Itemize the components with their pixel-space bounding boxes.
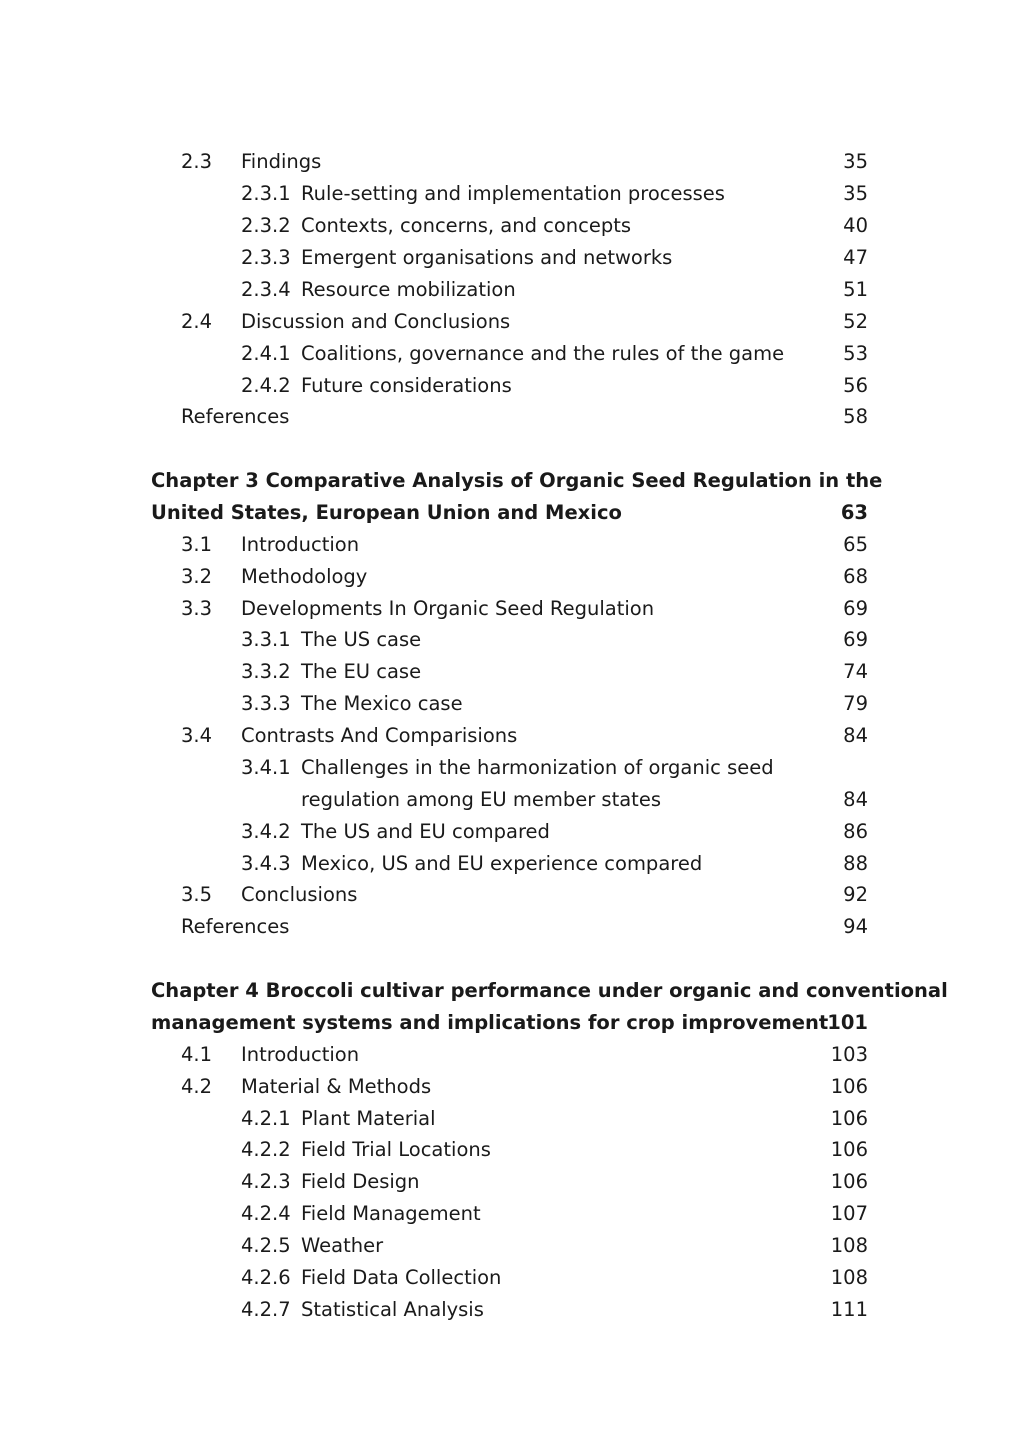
page-number: 108	[830, 1266, 868, 1289]
toc-entry	[0, 529, 1023, 561]
section-title: Discussion and Conclusions	[241, 310, 511, 333]
page-number: 51	[843, 278, 868, 301]
toc-entry	[0, 688, 1023, 720]
section-title: The EU case	[301, 660, 422, 683]
section-number: 3.4.3	[241, 852, 291, 875]
section-title: Field Design	[301, 1170, 420, 1193]
page-number: 106	[830, 1138, 868, 1161]
toc-entry	[0, 370, 1023, 402]
page-number: 106	[830, 1075, 868, 1098]
section-number: 3.3.3	[241, 692, 291, 715]
section-number: 4.2.3	[241, 1170, 291, 1193]
chapter-heading-line	[0, 975, 1023, 1007]
section-number: 4.2.7	[241, 1298, 291, 1321]
section-number: 4.1	[181, 1043, 213, 1066]
toc-entry	[0, 306, 1023, 338]
page-number: 108	[830, 1234, 868, 1257]
page-number: 107	[830, 1202, 868, 1225]
toc-entry	[0, 784, 1023, 816]
page-number: 65	[843, 533, 868, 556]
page-number: 84	[843, 724, 868, 747]
section-number: 2.3.2	[241, 214, 291, 237]
section-number: 2.4.2	[241, 374, 291, 397]
page-number: 69	[843, 628, 868, 651]
section-number: 4.2	[181, 1075, 213, 1098]
section-title: Introduction	[241, 1043, 360, 1066]
section-title: Contexts, concerns, and concepts	[301, 214, 632, 237]
toc-entry	[0, 274, 1023, 306]
toc-entry	[0, 338, 1023, 370]
page-number: 111	[830, 1298, 868, 1321]
section-number: 3.2	[181, 565, 213, 588]
toc-entry	[0, 1134, 1023, 1166]
section-title: References	[181, 915, 290, 938]
toc-entry	[0, 879, 1023, 911]
page-number: 47	[843, 246, 868, 269]
toc-entry	[0, 210, 1023, 242]
toc-entry	[0, 1039, 1023, 1071]
toc-entry	[0, 1262, 1023, 1294]
section-number: 3.3	[181, 597, 213, 620]
section-title: Introduction	[241, 533, 360, 556]
toc-entry	[0, 720, 1023, 752]
page-number: 52	[843, 310, 868, 333]
section-title: Future considerations	[301, 374, 512, 397]
toc-entry	[0, 1294, 1023, 1326]
section-title: United States, European Union and Mexico	[151, 501, 622, 524]
page-number: 79	[843, 692, 868, 715]
toc-entry	[0, 911, 1023, 943]
toc-entry	[0, 401, 1023, 433]
section-title: Contrasts And Comparisions	[241, 724, 518, 747]
section-title: Conclusions	[241, 883, 358, 906]
toc-entry	[0, 1198, 1023, 1230]
toc-entry	[0, 656, 1023, 688]
section-title: Findings	[241, 150, 322, 173]
section-title: Mexico, US and EU experience compared	[301, 852, 703, 875]
section-number: 2.3	[181, 150, 213, 173]
toc-entry	[0, 1071, 1023, 1103]
chapter-heading-line	[0, 497, 1023, 529]
page-number: 101	[827, 1011, 868, 1034]
page-number: 35	[843, 150, 868, 173]
chapter-heading-line	[0, 1007, 1023, 1039]
page-number: 63	[840, 501, 868, 524]
toc-entry	[0, 1166, 1023, 1198]
page-number: 56	[843, 374, 868, 397]
chapter-heading-line	[0, 465, 1023, 497]
section-title: Methodology	[241, 565, 368, 588]
section-title: Material & Methods	[241, 1075, 432, 1098]
page-number: 35	[843, 182, 868, 205]
section-title: Weather	[301, 1234, 384, 1257]
section-title: Field Data Collection	[301, 1266, 502, 1289]
page-number: 69	[843, 597, 868, 620]
toc-entry	[0, 146, 1023, 178]
section-number: 3.3.2	[241, 660, 291, 683]
page-number: 92	[843, 883, 868, 906]
section-number: 4.2.2	[241, 1138, 291, 1161]
section-number: 3.4.1	[241, 756, 291, 779]
section-number: 2.3.3	[241, 246, 291, 269]
section-title: Plant Material	[301, 1107, 436, 1130]
section-title: Rule-setting and implementation processes	[301, 182, 725, 205]
page-number: 53	[843, 342, 868, 365]
section-title: Coalitions, governance and the rules of the game	[301, 342, 785, 365]
section-title: The US case	[301, 628, 422, 651]
section-title: management systems and implications for crop improvement	[151, 1011, 829, 1034]
page-number: 68	[843, 565, 868, 588]
section-number: 2.4	[181, 310, 213, 333]
section-title: Developments In Organic Seed Regulation	[241, 597, 655, 620]
section-title: References	[181, 405, 290, 428]
section-number: 3.1	[181, 533, 213, 556]
page-number: 74	[843, 660, 868, 683]
section-title: Field Management	[301, 1202, 481, 1225]
section-number: 4.2.5	[241, 1234, 291, 1257]
page-number: 86	[843, 820, 868, 843]
section-number: 3.3.1	[241, 628, 291, 651]
section-number: 2.4.1	[241, 342, 291, 365]
section-number: 2.3.1	[241, 182, 291, 205]
section-number: 4.2.6	[241, 1266, 291, 1289]
page-number: 88	[843, 852, 868, 875]
page-number: 40	[843, 214, 868, 237]
page-number: 106	[830, 1170, 868, 1193]
page-number: 103	[830, 1043, 868, 1066]
page-number: 106	[830, 1107, 868, 1130]
toc-entry	[0, 242, 1023, 274]
section-title: Resource mobilization	[301, 278, 516, 301]
section-title: Statistical Analysis	[301, 1298, 484, 1321]
section-title: Field Trial Locations	[301, 1138, 491, 1161]
section-title: regulation among EU member states	[301, 788, 661, 811]
section-number: 4.2.4	[241, 1202, 291, 1225]
toc-entry	[0, 178, 1023, 210]
section-title: The US and EU compared	[301, 820, 550, 843]
section-title: Challenges in the harmonization of organic seed	[301, 756, 774, 779]
toc-entry	[0, 1103, 1023, 1135]
toc-entry	[0, 816, 1023, 848]
section-title: Chapter 3 Comparative Analysis of Organic Seed Regulation in the	[151, 469, 883, 492]
page-number: 84	[843, 788, 868, 811]
section-title: The Mexico case	[301, 692, 463, 715]
page-number: 94	[843, 915, 868, 938]
section-title: Chapter 4 Broccoli cultivar performance under organic and conventional	[151, 979, 948, 1002]
toc-entry	[0, 752, 1023, 784]
page-number: 58	[843, 405, 868, 428]
section-number: 2.3.4	[241, 278, 291, 301]
toc-entry	[0, 624, 1023, 656]
toc-entry	[0, 593, 1023, 625]
toc-entry	[0, 848, 1023, 880]
section-number: 4.2.1	[241, 1107, 291, 1130]
toc-entry	[0, 561, 1023, 593]
toc-entry	[0, 1230, 1023, 1262]
section-title: Emergent organisations and networks	[301, 246, 673, 269]
section-number: 3.4	[181, 724, 213, 747]
section-number: 3.5	[181, 883, 213, 906]
section-number: 3.4.2	[241, 820, 291, 843]
